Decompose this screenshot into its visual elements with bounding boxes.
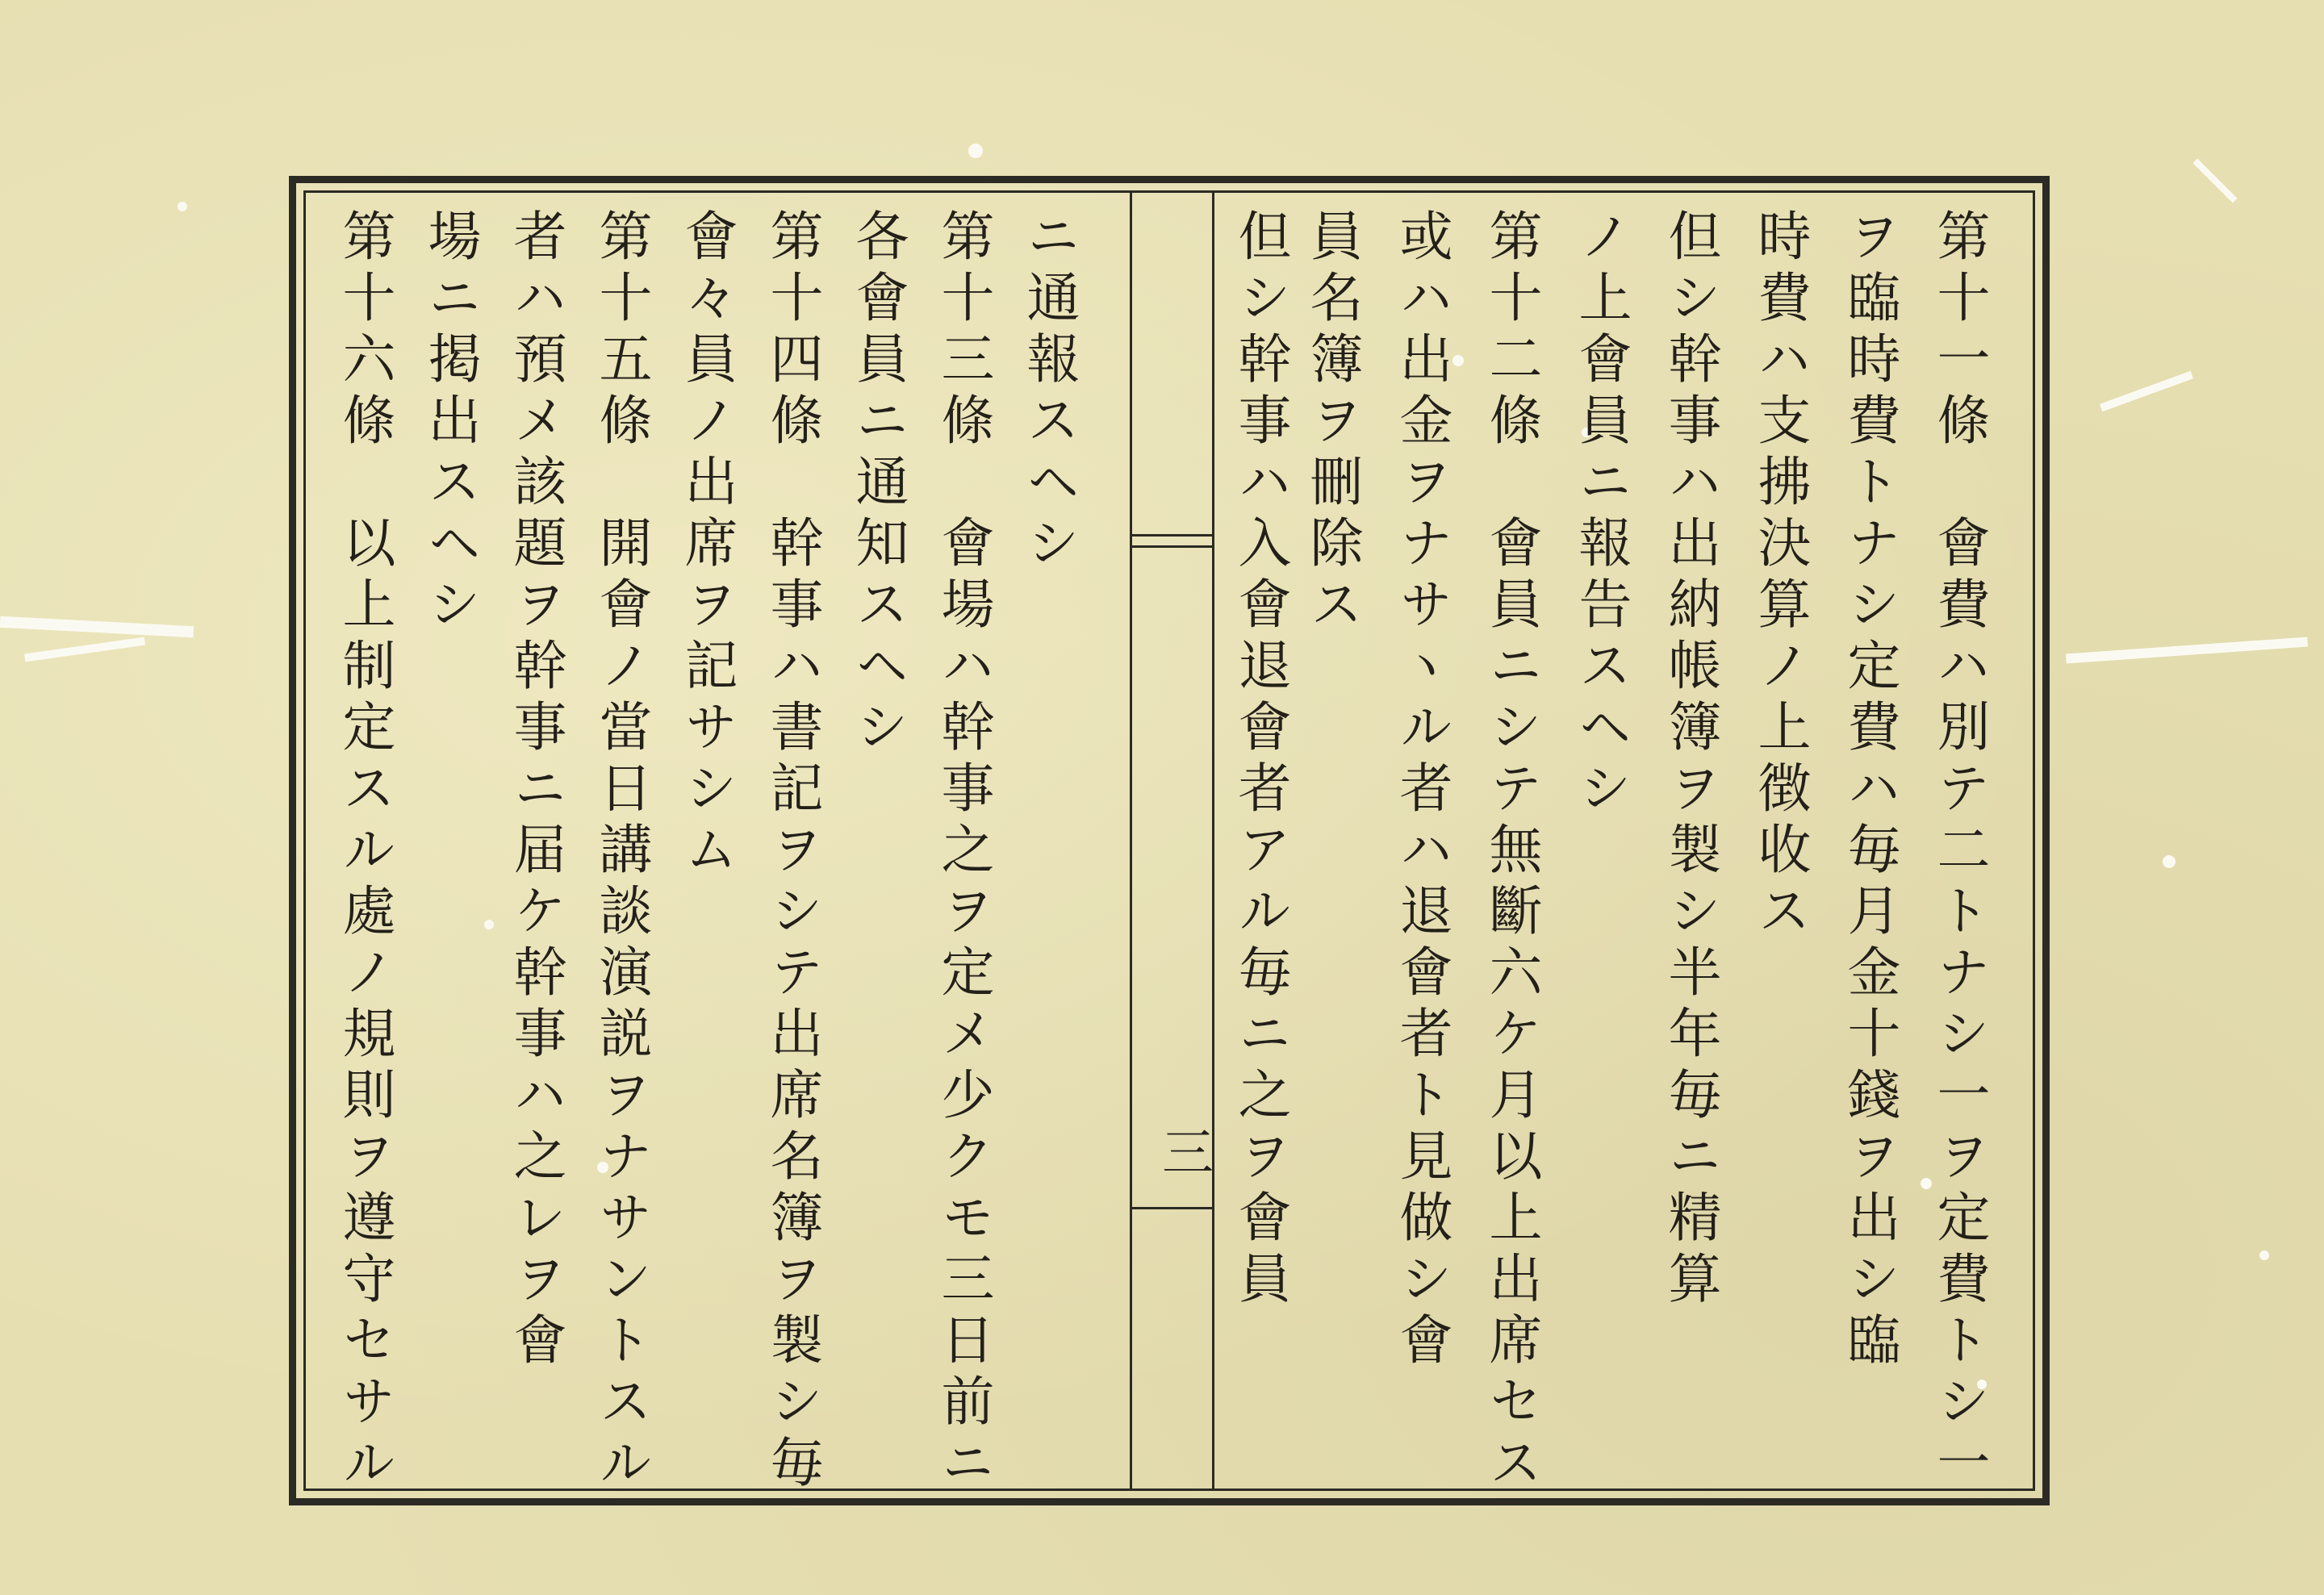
gutter-line-left xyxy=(1130,190,1132,1491)
text-column: 第十五條 開會ノ當日講談演説ヲナサントスル xyxy=(590,208,652,1496)
text-column: 者ハ預メ該題ヲ幹事ニ届ケ幹事ハ之レヲ會 xyxy=(504,208,566,1373)
gutter-tick xyxy=(1130,545,1214,548)
paper-speck xyxy=(178,202,187,211)
text-column: 各會員ニ通知スヘシ xyxy=(846,208,909,760)
text-column: 第十三條 會場ハ幹事之ヲ定メ少クモ三日前ニ xyxy=(932,208,994,1496)
text-column: 第十一條 會費ハ別テ二トナシ一ヲ定費トシ一 xyxy=(1928,208,1990,1496)
paper-speck xyxy=(2163,855,2176,868)
text-column: ノ上會員ニ報告スヘシ xyxy=(1570,208,1632,821)
text-column: ヲ臨時費トナシ定費ハ毎月金十錢ヲ出シ臨 xyxy=(1838,208,1900,1373)
text-column: 時費ハ支拂決算ノ上徴收ス xyxy=(1749,208,1811,944)
text-column: 第十四條 幹事ハ書記ヲシテ出席名簿ヲ製シ毎 xyxy=(761,208,823,1496)
text-column: 第十二條 會員ニシテ無斷六ケ月以上出席セス xyxy=(1480,208,1542,1496)
text-column: ニ通報スヘシ xyxy=(1018,208,1080,576)
gutter-line-right xyxy=(1212,190,1214,1491)
text-column: 會々員ノ出席ヲ記サシム xyxy=(675,208,738,883)
text-column: 第十六條 以上制定スル處ノ規則ヲ遵守セサル xyxy=(333,208,395,1496)
paper-speck xyxy=(2259,1251,2269,1260)
text-column: 場ニ掲出スヘシ xyxy=(419,208,481,637)
text-column: 或ハ出金ヲナサヽル者ハ退會者ト見做シ會 xyxy=(1390,208,1452,1373)
text-column: 員名簿ヲ刪除ス xyxy=(1301,208,1363,637)
gutter-tick xyxy=(1130,534,1214,537)
paper-speck xyxy=(968,144,983,158)
text-column: 但シ幹事ハ出納帳簿ヲ製シ半年毎ニ精算 xyxy=(1659,208,1721,1312)
gutter-tick xyxy=(1130,1207,1214,1209)
page-number: 三 xyxy=(1162,1124,1214,1184)
text-column: 但シ幹事ハ入會退會者アル毎ニ之ヲ會員 xyxy=(1229,208,1291,1312)
